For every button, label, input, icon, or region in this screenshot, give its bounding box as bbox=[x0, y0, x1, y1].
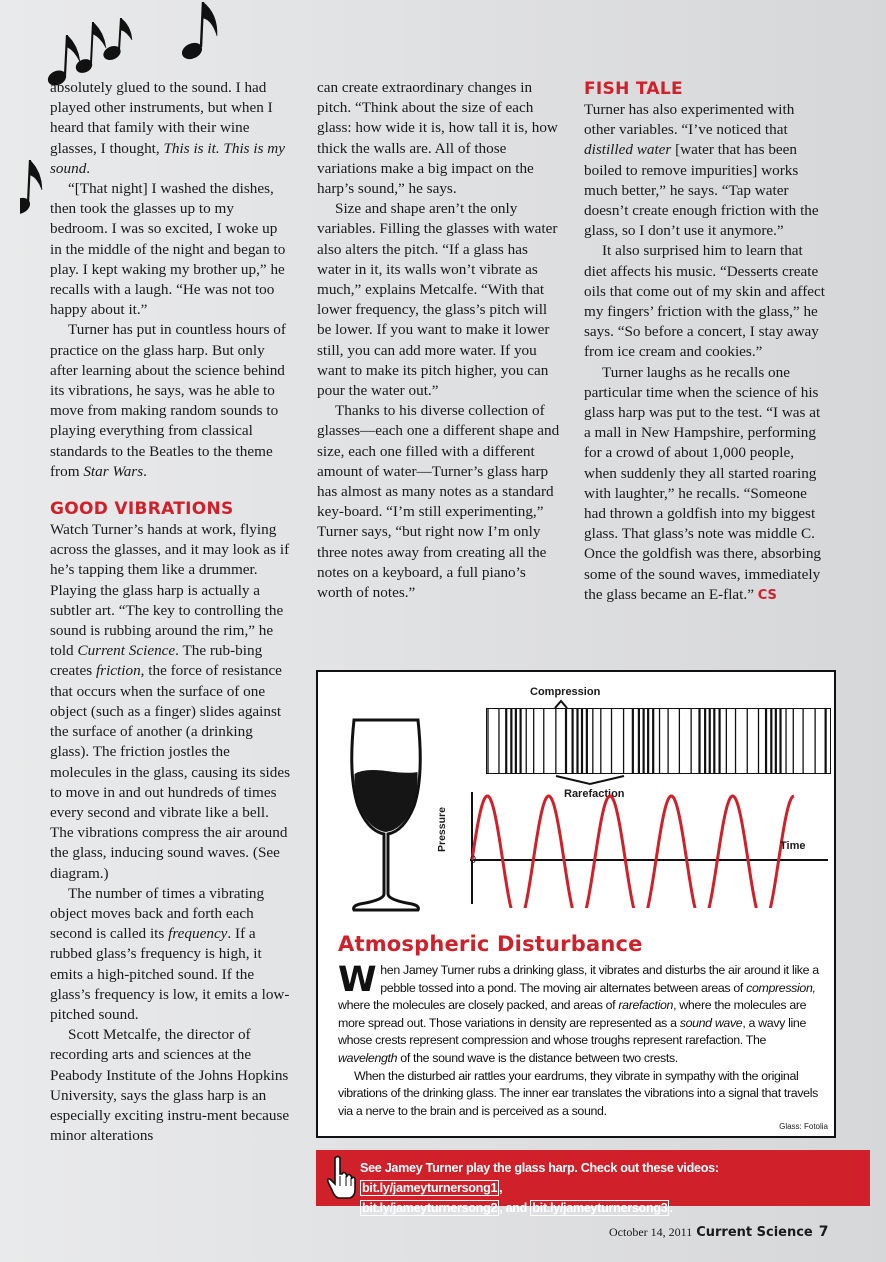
paragraph: Turner laughs as he recalls one particular time when the science of his glass harp was put to the test. “I was at a mall in New Hampshire, performing for a crowd of about 1,000 people, when suddenly they all started roaring with laughter,” he recalls. “Someone had thrown a goldfish into my biggest glass. That glass’s note was middle C. Once the goldfish was there, absorbing some of the sound waves, immediately the glass became an E-flat.” CS bbox=[584, 363, 822, 603]
paragraph: can create extraordinary changes in pitch. “Think about the size of each glass: how wide it is, how tall it is, how thick the walls are. All of those variations make a big impact on the harp’s sound,” he says. bbox=[317, 79, 558, 198]
drop-cap: W bbox=[338, 960, 377, 1000]
diagram-sidebar bbox=[316, 670, 836, 1138]
video-link-2[interactable]: bit.ly/jameyturnersong2 bbox=[362, 1201, 498, 1215]
section-heading-fish-tale: FISH TALE bbox=[584, 79, 683, 99]
article-column-1 bbox=[50, 78, 290, 1146]
wine-glass-illustration bbox=[346, 716, 426, 916]
compression-label: Compression bbox=[530, 686, 601, 698]
video-link-3[interactable]: bit.ly/jameyturnersong3 bbox=[532, 1201, 668, 1215]
photo-credit: Glass: Fotolia bbox=[779, 1122, 828, 1131]
paragraph: Watch Turner’s hands at work, flying across the glasses, and it may look as if he’s tapping them like a drummer. Playing the glass harp is actually a subtler art. “The key to controlling the sound is rubbing around the rim,” he told Current Science. The rub-bing creates friction, the force of resistance that occurs when the surface of one object (such as a finger) slides against the surface of another (a drinking glass). The friction jostles the molecules in the glass, causing its sides to move in and out hundreds of times every second and vibrate like a bell. The vibrations compress the air around the glass, inducing sound waves. (See diagram.) bbox=[50, 521, 291, 882]
cs-signoff: CS bbox=[757, 587, 777, 603]
compression-arrow-icon bbox=[554, 699, 568, 709]
pointing-hand-cursor-icon bbox=[326, 1154, 356, 1200]
paragraph: Thanks to his diverse collection of glasses—each one a different shape and size, each one filled with a different amount of water—Turner’s glass harp has almost as many notes as a standard key-board. “I’m still experimenting,” Turner says, “but right now I’m only three notes away from creating all the notes on a keyboard, a full piano’s worth of notes.” bbox=[317, 402, 560, 602]
diagram-title: Atmospheric Disturbance bbox=[338, 932, 643, 956]
video-link-1[interactable]: bit.ly/jameyturnersong1 bbox=[362, 1181, 498, 1195]
time-axis-label: Time bbox=[780, 840, 806, 852]
rarefaction-bracket-icon bbox=[554, 774, 626, 786]
paragraph: It also surprised him to learn that diet affects his music. “Desserts create oils that come out of my skin and affect my fingers’ friction with the glass,” he says. “So before a concert, I stay away from ice cream and cookies.” bbox=[584, 242, 825, 361]
page-footer bbox=[609, 1224, 829, 1240]
paragraph: Turner has also experimented with other variables. “I’ve noticed that distilled water [water that has been boiled to remove impurities] works much better,” he says. “Tap water doesn’t create enough friction with the glass, so I don’t use it anymore.” bbox=[584, 101, 819, 240]
article-column-3 bbox=[584, 78, 826, 606]
pressure-axis-label: Pressure bbox=[436, 807, 448, 852]
sound-wave-line bbox=[472, 796, 794, 908]
diagram-caption: When Jamey Turner rubs a drinking glass, it vibrates and disturbs the air around it like a pebble tossed into a pond. The moving air alternates between areas of compression, where the molecules are closely packed, and areas of rarefaction, where the molecules are more spread out. Those variations in density are represented as a sound wave, a wavy line whose crests represent compression and whose troughs represent rarefaction. The wavelength of the sound wave is the distance between two crests. When the disturbed air rattles your eardrums, they vibrate in sympathy with the original vibrations of the drinking glass. The inner ear translates the vibrations into a signal that travels via a nerve to the brain and is perceived as a sound. bbox=[338, 962, 826, 1120]
article-column-2 bbox=[317, 78, 562, 603]
page-number: 7 bbox=[818, 1224, 829, 1240]
video-links-banner bbox=[316, 1150, 870, 1215]
rarefaction-label: Rarefaction bbox=[564, 788, 625, 800]
zero-label: 0 bbox=[470, 854, 477, 866]
paragraph: absolutely glued to the sound. I had played other instruments, but when I heard that family with their wine glasses, I thought, This is it. This is my sound. bbox=[50, 79, 286, 177]
paragraph: Size and shape aren’t the only variables. Filling the glasses with water also alters the pitch. “If a glass has water in it, its walls won’t vibrate as much,” explains Metcalfe. “With that lower frequency, the glass’s pitch will be lower. If you want to make it lower still, you can add more water. If you want to make its pitch higher, you can pour the water out.” bbox=[317, 200, 558, 400]
section-heading-good-vibrations: GOOD VIBRATIONS bbox=[50, 499, 234, 520]
banner-text: See Jamey Turner play the glass harp. Check out these videos: bit.ly/jameyturnersong1 , bit.ly/jameyturnersong2 , and bit.ly/jameyturnersong3 . bbox=[360, 1161, 719, 1215]
caption-paragraph: When the disturbed air rattles your eardrums, they vibrate in sympathy with the original vibrations of the drinking glass. The inner ear translates the vibrations into a signal that travels via a nerve to the brain and is perceived as a sound. bbox=[338, 1068, 818, 1118]
paragraph: “[That night] I washed the dishes, then took the glasses up to my bedroom. I was so excited, I woke up in the middle of the night and began to play. I kept waking my brother up,” he recalls with a laugh. “He was not too happy about it.” bbox=[50, 180, 286, 319]
paragraph: The number of times a vibrating object moves back and forth each second is called its frequency. If a rubbed glass’s frequency is high, it emits a high-pitched sound. If the glass’s frequency is low, it emits a low-pitched sound. bbox=[50, 884, 290, 1023]
magazine-name: Current Science bbox=[696, 1225, 813, 1240]
paragraph: Turner has put in countless hours of practice on the glass harp. But only after learning about the science behind its vibrations, he says, was he able to move from making random sounds to playing everything from classical standards to the Beatles to the theme from Star Wars. bbox=[50, 321, 286, 480]
compression-bars bbox=[486, 708, 831, 774]
paragraph: Scott Metcalfe, the director of recording arts and sciences at the Peabody Institute of the Johns Hopkins University, says the glass harp is an especially exciting instru-ment because minor alterations bbox=[50, 1026, 290, 1145]
issue-date: October 14, 2011 bbox=[609, 1225, 693, 1239]
